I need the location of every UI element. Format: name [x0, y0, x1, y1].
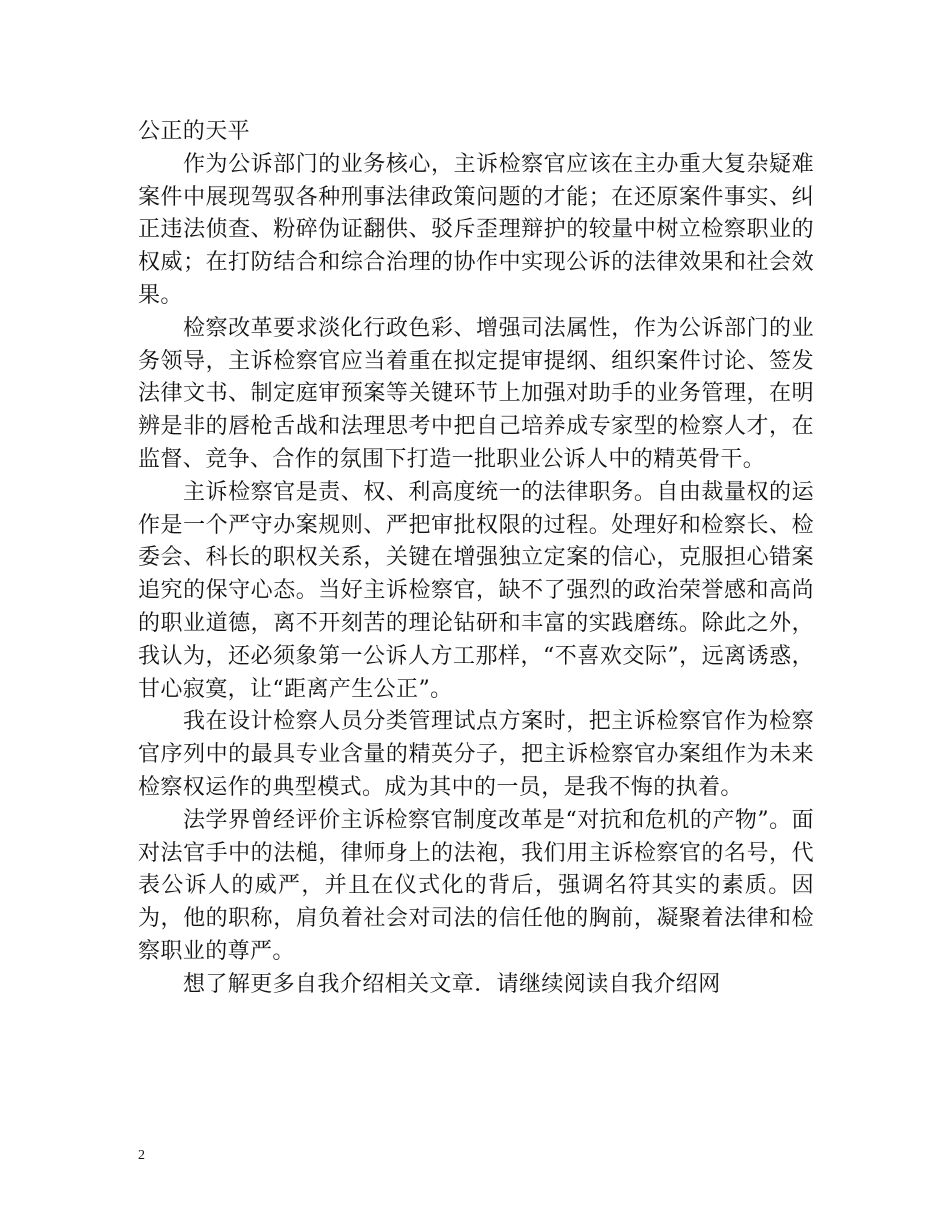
paragraph: 检察改革要求淡化行政色彩、增强司法属性，作为公诉部门的业务领导，主诉检察官应当着重在拟定提审提纲、组织案件讨论、签发法律文书、制定庭审预案等关键环节上加强对助手的业务管理，在明辨是非的唇枪舌战和法理思考中把自己培养成专家型的检察人才，在监督、竞争、合作的氛围下打造一批职业公诉人中的精英骨干。 [138, 315, 814, 472]
document-body [138, 116, 814, 1002]
paragraph: 我在设计检察人员分类管理试点方案时，把主诉检察官作为检察官序列中的最具专业含量的精英分子，把主诉检察官办案组作为未来检察权运作的典型模式。成为其中的一员，是我不悔的执着。 [138, 709, 814, 800]
paragraph: 作为公诉部门的业务核心，主诉检察官应该在主办重大复杂疑难案件中展现驾驭各种刑事法律政策问题的才能；在还原案件事实、纠正违法侦查、粉碎伪证翻供、驳斥歪理辩护的较量中树立检察职业的权威；在打防结合和综合治理的协作中实现公诉的法律效果和社会效果。 [138, 151, 814, 308]
paragraph: 法学界曾经评价主诉检察官制度改革是“对抗和危机的产物”。面对法官手中的法槌，律师身上的法袍，我们用主诉检察官的名号，代表公诉人的威严，并且在仪式化的背后，强调名符其实的素质。因为，他的职称，肩负着社会对司法的信任他的胸前，凝聚着法律和检察职业的尊严。 [138, 807, 814, 964]
page-number: 2 [138, 1148, 145, 1163]
paragraph-continuation: 公正的天平 [138, 119, 251, 144]
paragraph-footer-note: 想了解更多自我介绍相关文章．请继续阅读自我介绍网 [183, 971, 721, 997]
paragraph: 主诉检察官是责、权、利高度统一的法律职务。自由裁量权的运作是一个严守办案规则、严把审批权限的过程。处理好和检察长、检委会、科长的职权关系，关键在增强独立定案的信心，克服担心错案追究的保守心态。当好主诉检察官，缺不了强烈的政治荣誉感和高尚的职业道德，离不开刻苦的理论钻研和丰富的实践磨练。除此之外，我认为，还必须象第一公诉人方工那样，“不喜欢交际”，远离诱惑，甘心寂寞，让“距离产生公正”。 [138, 479, 814, 702]
